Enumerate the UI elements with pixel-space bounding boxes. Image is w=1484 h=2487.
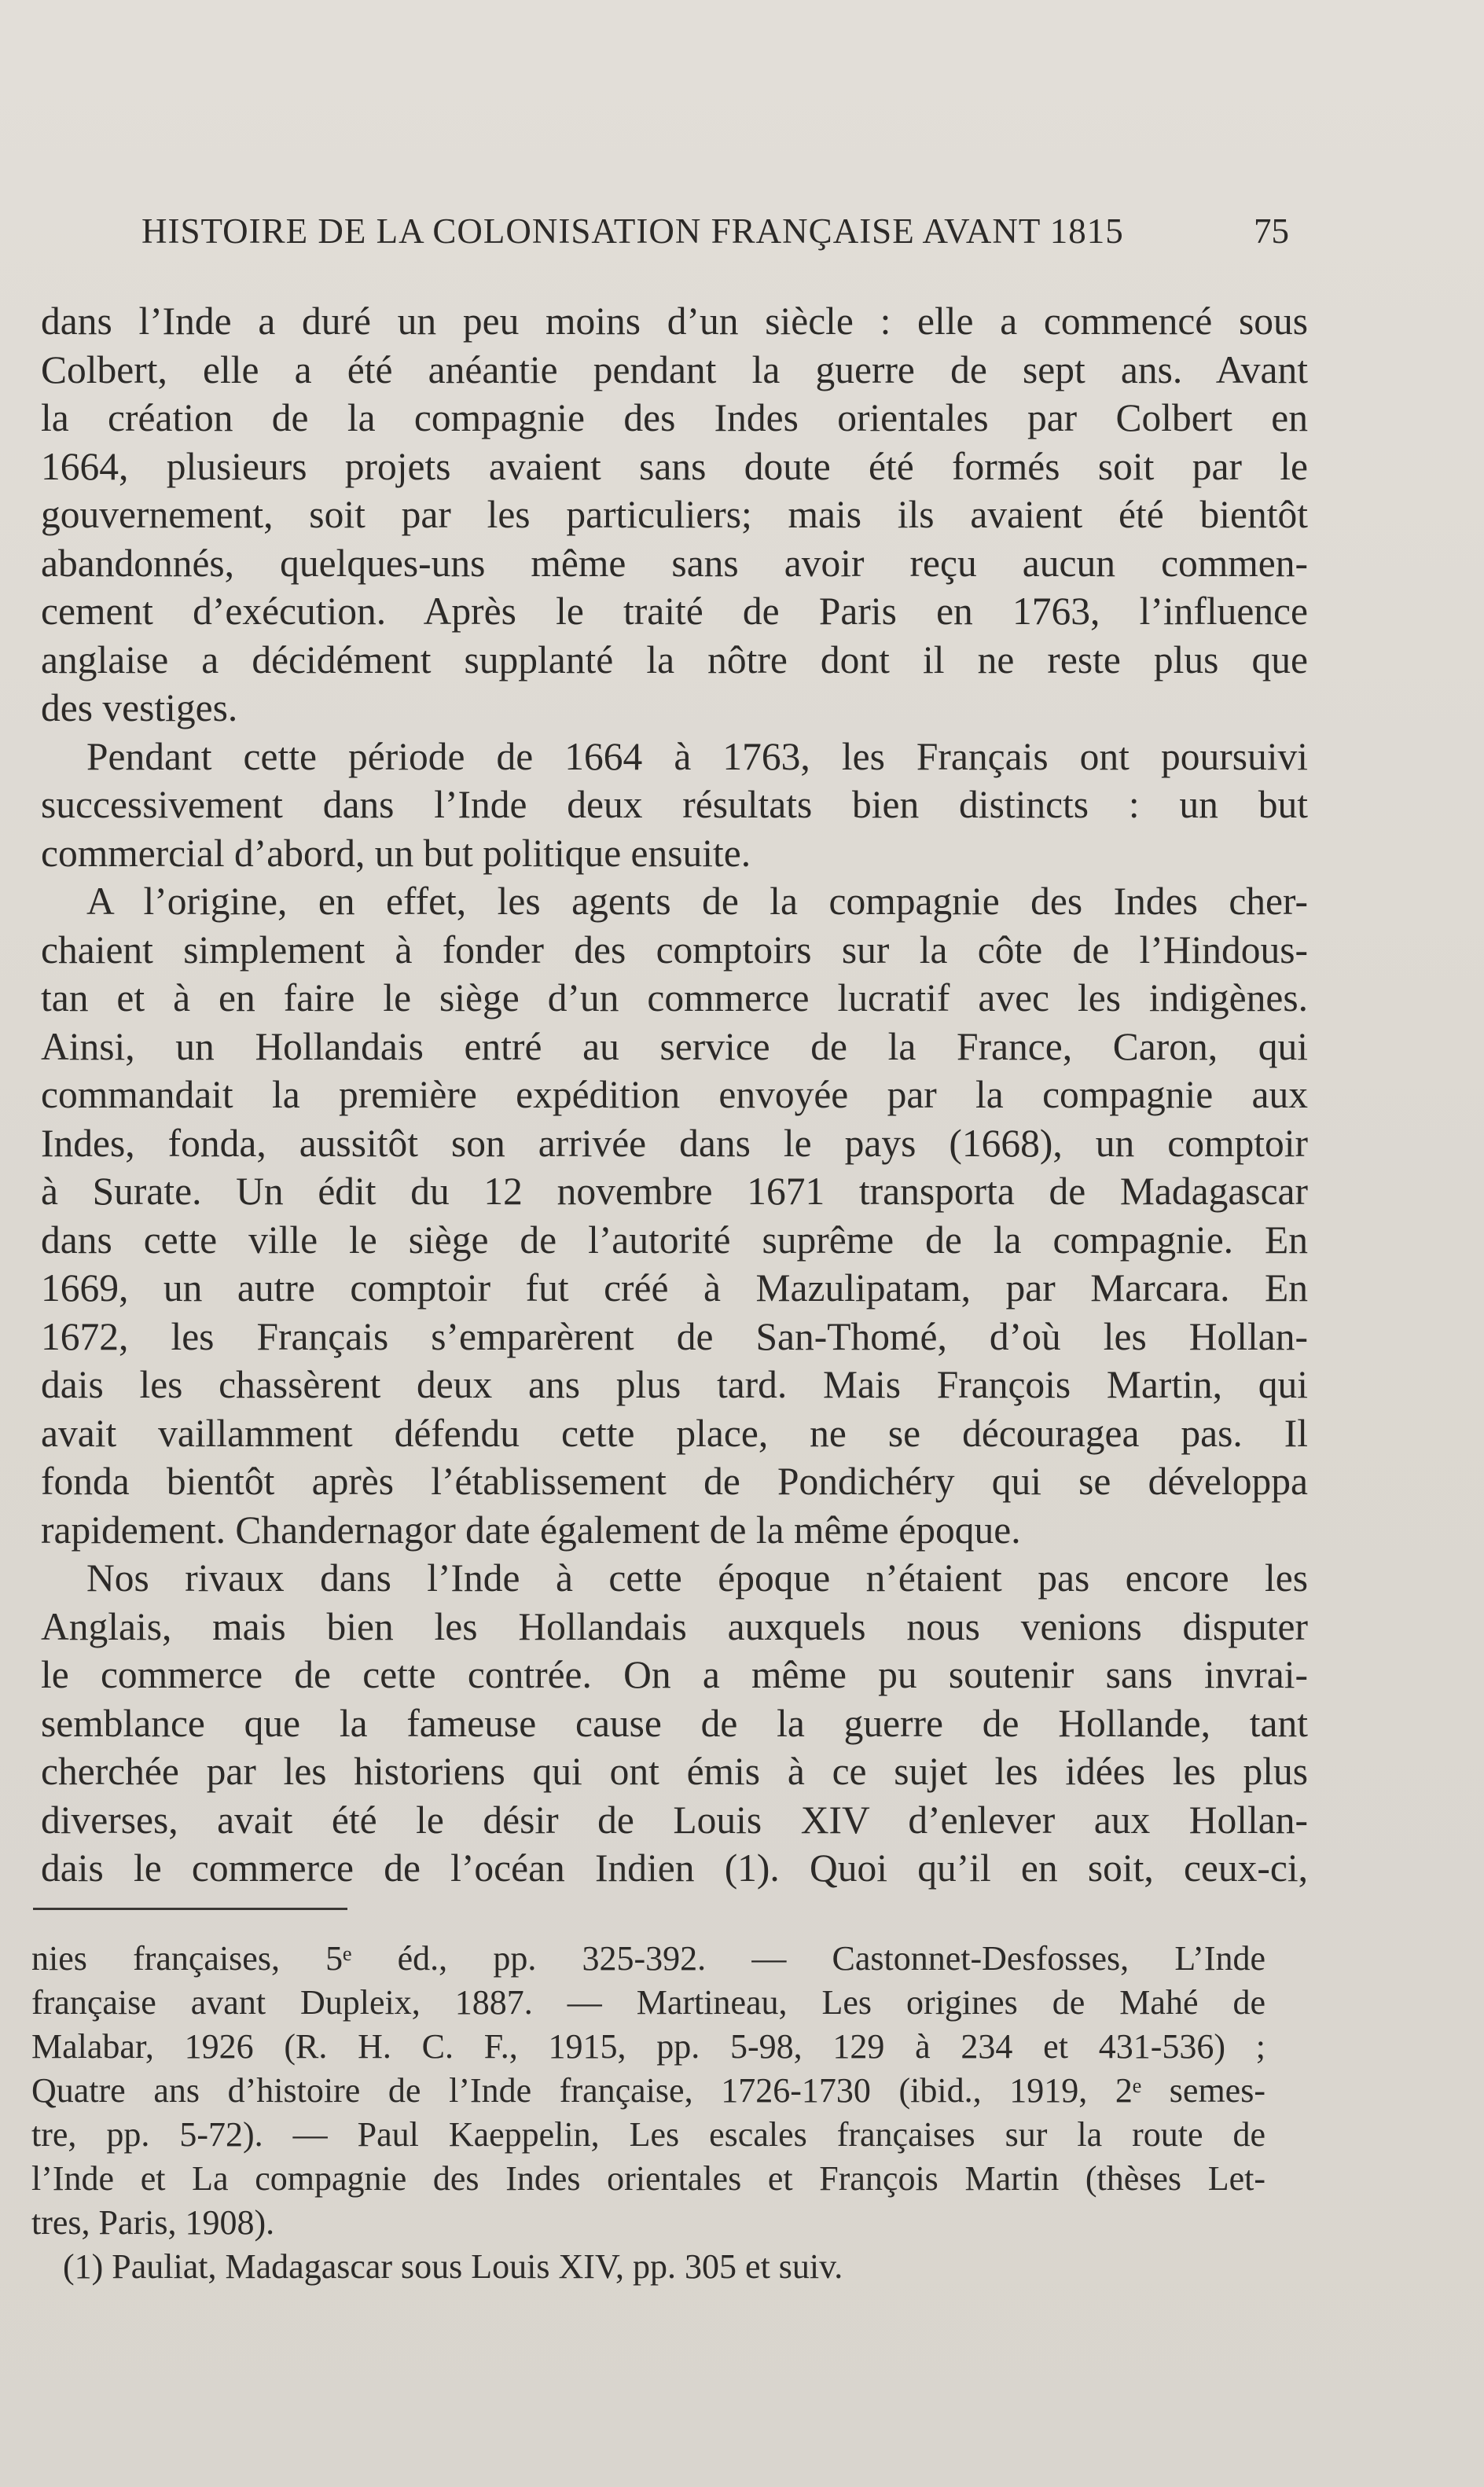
text-line: à Surate. Un édit du 12 novembre 1671 transporta de Madagascar: [41, 1170, 1308, 1213]
text-line: la création de la compagnie des Indes orientales par Colbert en: [41, 396, 1308, 439]
text-line: successivement dans l’Inde deux résultats bien distincts : un but: [41, 783, 1308, 826]
text-line: fonda bientôt après l’établissement de Pondichéry qui se développa: [41, 1460, 1308, 1503]
footnote-line: tre, pp. 5-72). — Paul Kaeppelin, Les escales françaises sur la route de: [31, 2115, 1265, 2154]
text-line: abandonnés, quelques-uns même sans avoir reçu aucun commen-: [41, 541, 1308, 585]
text-line: Ainsi, un Hollandais entré au service de la France, Caron, qui: [41, 1024, 1308, 1068]
main-text: [41, 297, 1308, 1893]
text-line: commandait la première expédition envoyée par la compagnie aux: [41, 1073, 1308, 1116]
running-title: HISTOIRE DE LA COLONISATION FRANÇAISE AVANT 1815: [141, 211, 1124, 251]
text-line: Anglais, mais bien les Hollandais auxquels nous venions disputer: [41, 1604, 1308, 1648]
text-line: Colbert, elle a été anéantie pendant la guerre de sept ans. Avant: [41, 347, 1308, 391]
text-line: commercial d’abord, un but politique ensuite.: [41, 831, 751, 875]
text-line: 1669, un autre comptoir fut créé à Mazulipatam, par Marcara. En: [41, 1266, 1308, 1310]
text-line: cherchée par les historiens qui ont émis à ce sujet les idées les plus: [41, 1750, 1308, 1793]
text-line: Pendant cette période de 1664 à 1763, les Français ont poursuivi: [86, 734, 1308, 778]
text-line: gouvernement, soit par les particuliers; mais ils avaient été bientôt: [41, 493, 1308, 536]
text-line: dais le commerce de l’océan Indien (1). Quoi qu’il en soit, ceux-ci,: [41, 1846, 1308, 1890]
footnote-line: tres, Paris, 1908).: [31, 2203, 275, 2242]
text-line: chaient simplement à fonder des comptoirs sur la côte de l’Hindous-: [41, 928, 1308, 972]
footnote-line: nies françaises, 5ᵉ éd., pp. 325-392. — Castonnet-Desfosses, L’Inde: [31, 1939, 1265, 1978]
footnote-divider: [33, 1908, 347, 1910]
text-line: dais les chassèrent deux ans plus tard. Mais François Martin, qui: [41, 1363, 1308, 1406]
footnotes: [31, 1937, 1265, 2289]
text-line: anglaise a décidément supplanté la nôtre dont il ne reste plus que: [41, 637, 1308, 681]
text-line: le commerce de cette contrée. On a même pu soutenir sans invrai-: [41, 1653, 1308, 1696]
text-line: dans l’Inde a duré un peu moins d’un siècle : elle a commencé sous: [41, 299, 1308, 343]
text-line: des vestiges.: [41, 686, 238, 729]
footnote-line: Malabar, 1926 (R. H. C. F., 1915, pp. 5-98, 129 à 234 et 431-536) ;: [31, 2027, 1265, 2066]
text-line: dans cette ville le siège de l’autorité suprême de la compagnie. En: [41, 1218, 1308, 1262]
footnote-line: (1) Pauliat, Madagascar sous Louis XIV, pp. 305 et suiv.: [63, 2247, 843, 2286]
text-line: rapidement. Chandernagor date également de la même époque.: [41, 1508, 1021, 1552]
text-line: Nos rivaux dans l’Inde à cette époque n’étaient pas encore les: [86, 1556, 1308, 1600]
footnote-line: l’Inde et La compagnie des Indes orientales et François Martin (thèses Let-: [31, 2159, 1265, 2198]
text-line: 1664, plusieurs projets avaient sans doute été formés soit par le: [41, 444, 1308, 488]
text-line: cement d’exécution. Après le traité de Paris en 1763, l’influence: [41, 590, 1308, 633]
text-line: 1672, les Français s’emparèrent de San-Thomé, d’où les Hollan-: [41, 1314, 1308, 1358]
text-line: diverses, avait été le désir de Louis XIV d’enlever aux Hollan-: [41, 1798, 1308, 1842]
footnote-line: Quatre ans d’histoire de l’Inde française, 1726-1730 (ibid., 1919, 2ᵉ semes-: [31, 2071, 1265, 2110]
text-line: tan et à en faire le siège d’un commerce lucratif avec les indigènes.: [41, 976, 1308, 1019]
text-line: avait vaillamment défendu cette place, ne se découragea pas. Il: [41, 1411, 1308, 1455]
footnote-line: française avant Dupleix, 1887. — Martineau, Les origines de Mahé de: [31, 1983, 1265, 2022]
text-line: Indes, fonda, aussitôt son arrivée dans le pays (1668), un comptoir: [41, 1121, 1308, 1165]
text-line: A l’origine, en effet, les agents de la compagnie des Indes cher-: [86, 880, 1308, 923]
page-number: 75: [1254, 211, 1289, 251]
text-line: semblance que la fameuse cause de la guerre de Hollande, tant: [41, 1701, 1308, 1745]
running-head: [141, 211, 1289, 255]
